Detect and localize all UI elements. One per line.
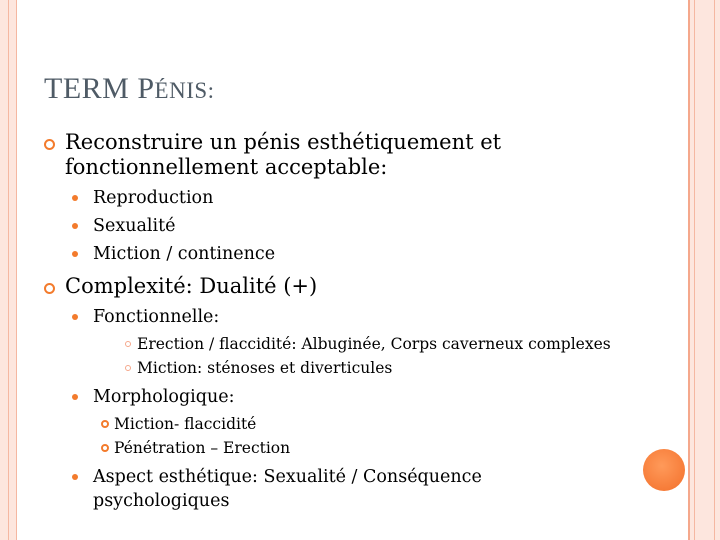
dot-bullet-icon <box>72 314 78 320</box>
bullet-level3: Erection / flaccidité: Albuginée, Corps caverneux complexes <box>137 333 644 355</box>
right-border-decoration <box>688 0 720 540</box>
dot-bullet-icon <box>72 223 78 229</box>
slide-title: TERM PÉNIS: <box>44 72 215 105</box>
dot-bullet-icon <box>72 474 78 480</box>
small-ring-bullet-icon <box>101 420 109 428</box>
bullet-level2: Aspect esthétique: Sexualité / Conséquence psychologiques <box>93 465 553 513</box>
bullet-level3: Miction- flaccidité <box>114 413 644 435</box>
slide-content <box>44 130 644 517</box>
bullet-level2: Miction / continence <box>93 242 644 266</box>
bullet-level2: Morphologique: <box>93 385 644 409</box>
bullet-level2: Fonctionnelle: <box>93 305 644 329</box>
dot-bullet-icon <box>72 251 78 257</box>
small-ring-bullet-icon <box>101 444 109 452</box>
bullet-level3: Miction: sténoses et diverticules <box>137 357 644 379</box>
small-ring-bullet-icon <box>125 341 131 347</box>
orange-circle-decoration <box>643 449 685 491</box>
dot-bullet-icon <box>72 195 78 201</box>
ring-bullet-icon <box>44 283 55 294</box>
bullet-level1: Complexité: Dualité (+) <box>44 274 644 299</box>
left-border-decoration <box>0 0 17 540</box>
bullet-level2: Reproduction <box>93 186 644 210</box>
bullet-level3: Pénétration – Erection <box>114 437 644 459</box>
small-ring-bullet-icon <box>125 365 131 371</box>
bullet-level2: Sexualité <box>93 214 644 238</box>
ring-bullet-icon <box>44 139 55 150</box>
bullet-level1: Reconstruire un pénis esthétiquement et fonctionnellement acceptable: <box>44 130 644 180</box>
dot-bullet-icon <box>72 394 78 400</box>
